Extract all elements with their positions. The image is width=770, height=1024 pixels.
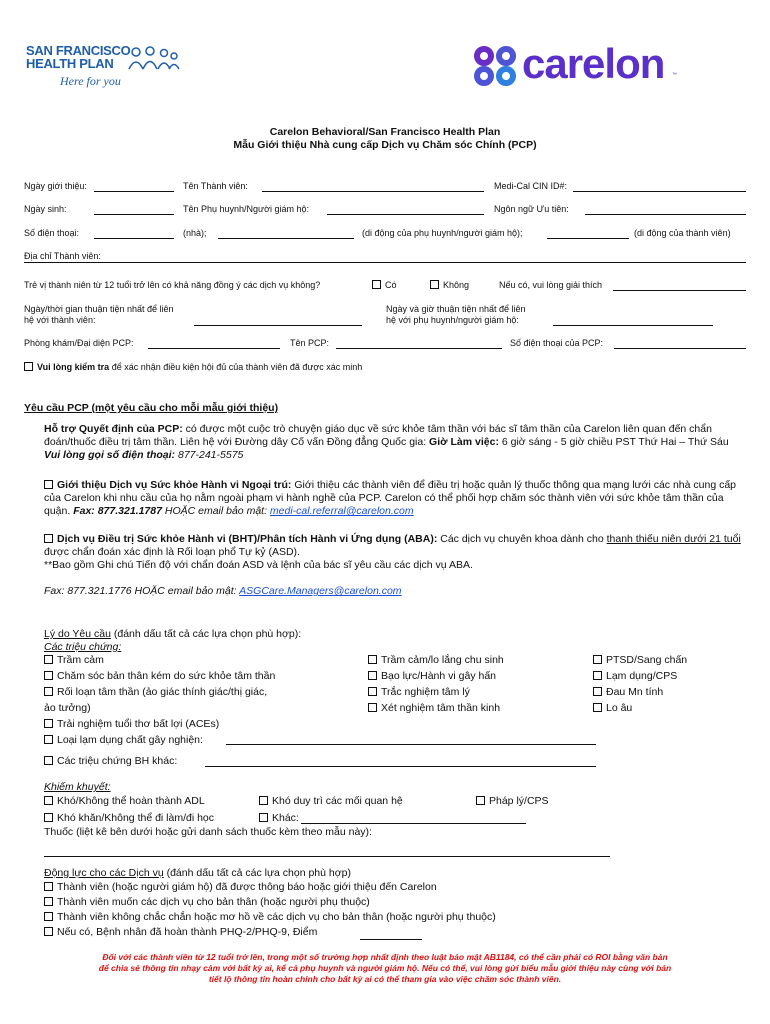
medi-cal-id-label: Medi-Cal CIN ID#: bbox=[494, 181, 568, 191]
motivation-checkbox[interactable] bbox=[44, 927, 53, 936]
motivation-item[interactable] bbox=[44, 896, 496, 909]
guardian-contact-time-label bbox=[386, 304, 526, 326]
pcp-name-field[interactable] bbox=[336, 348, 502, 349]
sfhp-logo-line2: HEALTH PLAN bbox=[26, 56, 114, 71]
motivation-label: Nếu có, Bệnh nhân đã hoàn thành PHQ-2/PHQ-9, Điểm bbox=[57, 926, 318, 938]
outpatient-fax: Fax: 877.321.1787 bbox=[73, 505, 162, 517]
guardian-contact-time-line1: Ngày và giờ thuận tiện nhất để liên bbox=[386, 304, 526, 314]
clinic-label: Phòng khám/Đại diện PCP: bbox=[24, 338, 134, 348]
difficulty-label: Khó khăn/Không thể đi làm/đi học bbox=[57, 812, 215, 824]
decision-support-item bbox=[44, 423, 744, 462]
outpatient-title: Giới thiệu Dịch vụ Sức khỏe Hành vi Ngoại trú: bbox=[57, 479, 292, 491]
guardian-name-field[interactable] bbox=[327, 214, 484, 215]
outpatient-checkbox[interactable] bbox=[44, 480, 53, 489]
difficulty-checkbox[interactable] bbox=[259, 813, 268, 822]
aba-text: Các dịch vụ chuyên khoa dành cho bbox=[437, 533, 607, 545]
eligibility-check[interactable] bbox=[24, 362, 362, 373]
motivation-label: Thành viên muốn các dịch vụ cho bản thân (hoặc người phụ thuộc) bbox=[57, 896, 370, 908]
difficulty-item[interactable] bbox=[476, 795, 549, 808]
symptom-checkbox[interactable] bbox=[44, 719, 53, 728]
if-yes-field[interactable] bbox=[613, 290, 746, 291]
motivation-checkbox[interactable] bbox=[44, 897, 53, 906]
consent-yes-option[interactable] bbox=[372, 280, 397, 291]
clinic-field[interactable] bbox=[148, 348, 280, 349]
symptom-label: Trầm cảm/lo lắng chu sinh bbox=[381, 654, 504, 666]
other-bh-label: Các triệu chứng BH khác: bbox=[57, 755, 178, 767]
motivation-title-rest: (đánh dấu tất cả các lựa chọn phù hợp) bbox=[163, 867, 351, 879]
carelon-logo bbox=[472, 42, 682, 90]
symptom-label: Trải nghiệm tuổi thơ bất lợi (ACEs) bbox=[57, 718, 220, 730]
language-field[interactable] bbox=[585, 214, 746, 215]
eligibility-label-bold: Vui lòng kiểm tra bbox=[37, 362, 110, 372]
symptom-checkbox[interactable] bbox=[44, 655, 53, 664]
symptom-label: Chăm sóc bản thân kém do sức khỏe tâm thần bbox=[57, 670, 276, 682]
other-bh-checkbox[interactable] bbox=[44, 756, 53, 765]
hours-text: 6 giờ sáng - 5 giờ chiều PST Thứ Hai – Thứ Sáu bbox=[498, 436, 729, 448]
medi-cal-id-field[interactable] bbox=[573, 191, 746, 192]
carelon-wordmark: carelon bbox=[522, 40, 665, 87]
language-label: Ngôn ngữ Ưu tiên: bbox=[494, 204, 569, 214]
member-mobile-field[interactable] bbox=[547, 238, 629, 239]
symptoms-col3 bbox=[593, 654, 687, 715]
outpatient-text: Giới thiệu các thành viên để điều trị hoặc quản lý thuốc thông qua mạng lưới các nhà cung cấp của Carelon khi nhu cầu của họ nằm ngoài phạm vi hành nghề của PCP. Carelon có thể phối hợp chăm sóc thành viên với sức khỏe tâm thần của quận. bbox=[44, 479, 737, 517]
symptoms-col2 bbox=[368, 654, 504, 715]
reasons-heading bbox=[44, 628, 301, 641]
motivation-item[interactable] bbox=[44, 881, 496, 894]
symptom-checkbox[interactable] bbox=[368, 687, 377, 696]
guardian-name-label: Tên Phụ huynh/Người giám hộ: bbox=[183, 204, 309, 214]
consent-no-checkbox[interactable] bbox=[430, 280, 439, 289]
decision-support-title: Hỗ trợ Quyết định của PCP: bbox=[44, 423, 183, 435]
phone-label: Số điện thoại: bbox=[24, 228, 80, 238]
reasons-title-rest: (đánh dấu tất cả các lựa chọn phù hợp): bbox=[110, 628, 302, 640]
medications-field[interactable] bbox=[44, 856, 610, 857]
privacy-notice bbox=[0, 952, 770, 985]
member-name-field[interactable] bbox=[262, 191, 484, 192]
symptom-checkbox[interactable] bbox=[593, 687, 602, 696]
difficulties-heading: Khiếm khuyết: bbox=[44, 781, 111, 793]
difficulty-other-field[interactable] bbox=[301, 823, 526, 824]
symptom-label: Đau Mn tính bbox=[606, 686, 664, 698]
privacy-notice-line3: tiết lộ thông tin hoàn chỉnh cho bất kỳ ai có thể tham gia vào việc chăm sóc thành viên. bbox=[208, 974, 562, 984]
privacy-notice-line1: Đối với các thành viên từ 12 tuổi trở lên, trong một số trường hợp nhất định theo luật bảo mật AB1184, có thể cần phải có ROI bằng văn bản bbox=[102, 952, 668, 962]
motivation-checkbox[interactable] bbox=[44, 882, 53, 891]
pcp-name-label: Tên PCP: bbox=[290, 338, 330, 348]
sfhp-logo-tagline: Here for you bbox=[60, 74, 121, 88]
symptom-label: Loại lạm dụng chất gây nghiện: bbox=[57, 734, 203, 746]
symptom-checkbox[interactable] bbox=[593, 703, 602, 712]
form-title: Carelon Behavioral/San Francisco Health Plan bbox=[269, 126, 501, 138]
motivation-label: Thành viên (hoặc người giám hộ) đã được thông báo hoặc giới thiệu đến Carelon bbox=[57, 881, 437, 893]
address-label: Địa chỉ Thành viên: bbox=[24, 251, 101, 261]
eligibility-checkbox[interactable] bbox=[24, 362, 33, 371]
symptom-item[interactable] bbox=[593, 670, 687, 683]
aba-email-link[interactable]: ASGCare.Managers@carelon.com bbox=[239, 585, 402, 597]
sfhp-logo bbox=[26, 44, 186, 90]
guardian-mobile-label: (di động của phụ huynh/người giám hộ); bbox=[362, 228, 523, 238]
reasons-title: Lý do Yêu cầu bbox=[44, 628, 111, 640]
member-name-label: Tên Thành viên: bbox=[183, 181, 248, 191]
symptom-checkbox[interactable] bbox=[44, 735, 53, 744]
sfhp-logo-line1: SAN FRANCISCO bbox=[26, 43, 131, 58]
consent-no-option[interactable] bbox=[430, 280, 469, 291]
difficulty-item[interactable] bbox=[259, 812, 299, 825]
motivation-item[interactable] bbox=[44, 911, 496, 924]
symptom-checkbox[interactable] bbox=[368, 703, 377, 712]
other-bh-item[interactable] bbox=[44, 755, 177, 768]
symptom-checkbox[interactable] bbox=[593, 671, 602, 680]
guardian-mobile-field[interactable] bbox=[218, 238, 354, 239]
symptom-item[interactable] bbox=[368, 702, 504, 715]
phone-field[interactable] bbox=[94, 238, 174, 239]
aba-referral-item bbox=[44, 533, 744, 572]
member-mobile-label: (di động của thành viên) bbox=[634, 228, 731, 238]
difficulty-checkbox[interactable] bbox=[476, 796, 485, 805]
outpatient-email-link[interactable]: medi-cal.referral@carelon.com bbox=[269, 505, 414, 517]
member-contact-time-line1: Ngày/thời gian thuận tiện nhất để liên bbox=[24, 304, 174, 314]
difficulty-label: Pháp lý/CPS bbox=[489, 795, 549, 807]
symptom-checkbox[interactable] bbox=[368, 655, 377, 664]
symptom-label: Xét nghiệm tâm thần kinh bbox=[381, 702, 501, 714]
symptom-label: Trắc nghiệm tâm lý bbox=[381, 686, 470, 698]
pcp-request-heading: Yêu cầu PCP (một yêu cầu cho mỗi mẫu giới thiệu) bbox=[24, 402, 279, 414]
motivation-label: Thành viên không chắc chắn hoặc mơ hồ về các dịch vụ cho bản thân (hoặc người phụ thuộc) bbox=[57, 911, 496, 923]
aba-title: Dịch vụ Điều trị Sức khỏe Hành vi (BHT)/Phân tích Hành vi Ứng dụng (ABA): bbox=[57, 533, 438, 545]
difficulty-label: Khó/Không thể hoàn thành ADL bbox=[57, 795, 205, 807]
home-label: (nhà); bbox=[183, 228, 207, 238]
medications-label: Thuốc (liệt kê bên dưới hoặc gửi danh sách thuốc kèm theo mẫu này): bbox=[44, 826, 372, 838]
symptom-label: Bạo lực/Hành vi gây hấn bbox=[381, 670, 497, 682]
referral-date-label: Ngày giới thiệu: bbox=[24, 181, 87, 191]
motivation-checkbox[interactable] bbox=[44, 912, 53, 921]
member-contact-time-line2: hệ với thành viên: bbox=[24, 315, 96, 325]
motivation-item[interactable] bbox=[44, 926, 496, 939]
dob-label: Ngày sinh: bbox=[24, 204, 67, 214]
consent-yes-label: Có bbox=[385, 280, 397, 290]
if-yes-label: Nếu có, vui lòng giải thích bbox=[499, 280, 603, 290]
symptom-item[interactable] bbox=[368, 670, 504, 683]
symptom-label: Lạm dụng/CPS bbox=[606, 670, 678, 682]
symptom-label: Lo âu bbox=[606, 702, 633, 714]
symptom-checkbox[interactable] bbox=[44, 687, 53, 696]
symptoms-heading: Các triệu chứng: bbox=[44, 641, 122, 653]
eligibility-label-rest: để xác nhận điều kiện hội đủ của thành viên đã được xác minh bbox=[109, 362, 363, 372]
symptom-label-cont: ảo tưởng) bbox=[44, 702, 91, 714]
outpatient-referral-item bbox=[44, 479, 744, 518]
symptom-item[interactable] bbox=[368, 654, 504, 667]
difficulty-checkbox[interactable] bbox=[44, 796, 53, 805]
symptom-item[interactable] bbox=[44, 670, 275, 683]
dob-field[interactable] bbox=[94, 214, 174, 215]
symptom-item[interactable] bbox=[44, 654, 275, 667]
aba-text2: được chẩn đoán xác định là Rối loạn phổ Tự kỷ (ASD). bbox=[44, 546, 300, 558]
symptom-item[interactable] bbox=[44, 734, 275, 747]
hours-label: Giờ Làm việc: bbox=[429, 436, 499, 448]
outpatient-email-label: HOẶC email bảo mật: bbox=[161, 505, 270, 517]
pcp-phone-field[interactable] bbox=[614, 348, 746, 349]
form-subtitle: Mẫu Giới thiệu Nhà cung cấp Dịch vụ Chăm sóc Chính (PCP) bbox=[233, 139, 537, 151]
symptom-label: Trầm cảm bbox=[57, 654, 104, 666]
symptom-checkbox[interactable] bbox=[368, 671, 377, 680]
call-label: Vui lòng gọi số điện thoại: bbox=[44, 449, 176, 461]
difficulty-label: Khó duy trì các mối quan hệ bbox=[272, 795, 403, 807]
aba-checkbox[interactable] bbox=[44, 534, 53, 543]
symptom-label: PTSD/Sang chấn bbox=[606, 654, 688, 666]
symptom-item[interactable] bbox=[44, 686, 275, 699]
aba-note: **Bao gồm Ghi chú Tiến độ với chẩn đoán ASD và lệnh của bác sĩ yêu cầu các dịch vụ ABA. bbox=[44, 559, 473, 571]
substance-type-field[interactable] bbox=[226, 744, 596, 745]
difficulty-item[interactable] bbox=[44, 812, 214, 825]
carelon-trademark: ™ bbox=[672, 72, 677, 78]
consent-no-label: Không bbox=[443, 280, 470, 290]
symptom-item[interactable] bbox=[593, 686, 687, 699]
decision-support-text: có được một cuộc trò chuyện giáo dục về sức khỏe tâm thần với bác sĩ tâm thần của Carelon liên quan đến chẩn đoán/thuốc điều trị tâm thần. Liên hệ với Đường dây Cố vấn Đồng đẳng Quốc gia: bbox=[44, 423, 712, 448]
consent-question: Trẻ vị thành niên từ 12 tuổi trở lên có khả năng đồng ý các dịch vụ không? bbox=[24, 280, 321, 290]
member-contact-time-label bbox=[24, 304, 174, 326]
sfhp-people-icon bbox=[126, 45, 180, 71]
pcp-phone-label: Số điện thoại của PCP: bbox=[510, 338, 604, 348]
difficulty-item[interactable] bbox=[259, 795, 403, 808]
symptom-checkbox[interactable] bbox=[593, 655, 602, 664]
referral-date-field[interactable] bbox=[94, 191, 174, 192]
symptom-item[interactable] bbox=[593, 654, 687, 667]
symptoms-col1 bbox=[44, 654, 275, 747]
guardian-contact-time-line2: hệ với phụ huynh/người giám hộ: bbox=[386, 315, 519, 325]
call-number: 877-241-5575 bbox=[175, 449, 244, 461]
aba-fax-text: Fax: 877.321.1776 HOẶC email bảo mật: bbox=[44, 585, 240, 597]
motivation-title: Động lực cho các Dịch vụ bbox=[44, 867, 164, 879]
member-contact-time-field[interactable] bbox=[194, 325, 362, 326]
symptom-item[interactable] bbox=[368, 686, 504, 699]
symptom-item[interactable] bbox=[44, 718, 275, 731]
consent-yes-checkbox[interactable] bbox=[372, 280, 381, 289]
aba-fax bbox=[44, 585, 402, 598]
symptom-label: Rối loạn tâm thần (ảo giác thính giác/thị giác, bbox=[57, 686, 268, 698]
privacy-notice-line2: để chia sẻ thông tin nhạy cảm với bất kỳ ai, kể cả phụ huynh và người giám hộ. Nếu có thể, vui lòng gửi biểu mẫu giới thiệu này cùng với bản bbox=[98, 963, 672, 973]
symptom-checkbox[interactable] bbox=[44, 671, 53, 680]
difficulty-checkbox[interactable] bbox=[259, 796, 268, 805]
address-field[interactable] bbox=[24, 262, 746, 263]
symptom-item[interactable] bbox=[593, 702, 687, 715]
difficulty-label: Khác: bbox=[272, 812, 299, 824]
motivation-list bbox=[44, 881, 496, 939]
carelon-mark-icon bbox=[472, 44, 518, 88]
motivation-heading bbox=[44, 867, 351, 880]
phq-score-field[interactable] bbox=[360, 939, 422, 940]
difficulty-checkbox[interactable] bbox=[44, 813, 53, 822]
aba-age-criteria: thanh thiếu niên dưới 21 tuổi bbox=[606, 533, 741, 545]
other-bh-field[interactable] bbox=[205, 766, 596, 767]
difficulty-item[interactable] bbox=[44, 795, 205, 808]
guardian-contact-time-field[interactable] bbox=[553, 325, 713, 326]
